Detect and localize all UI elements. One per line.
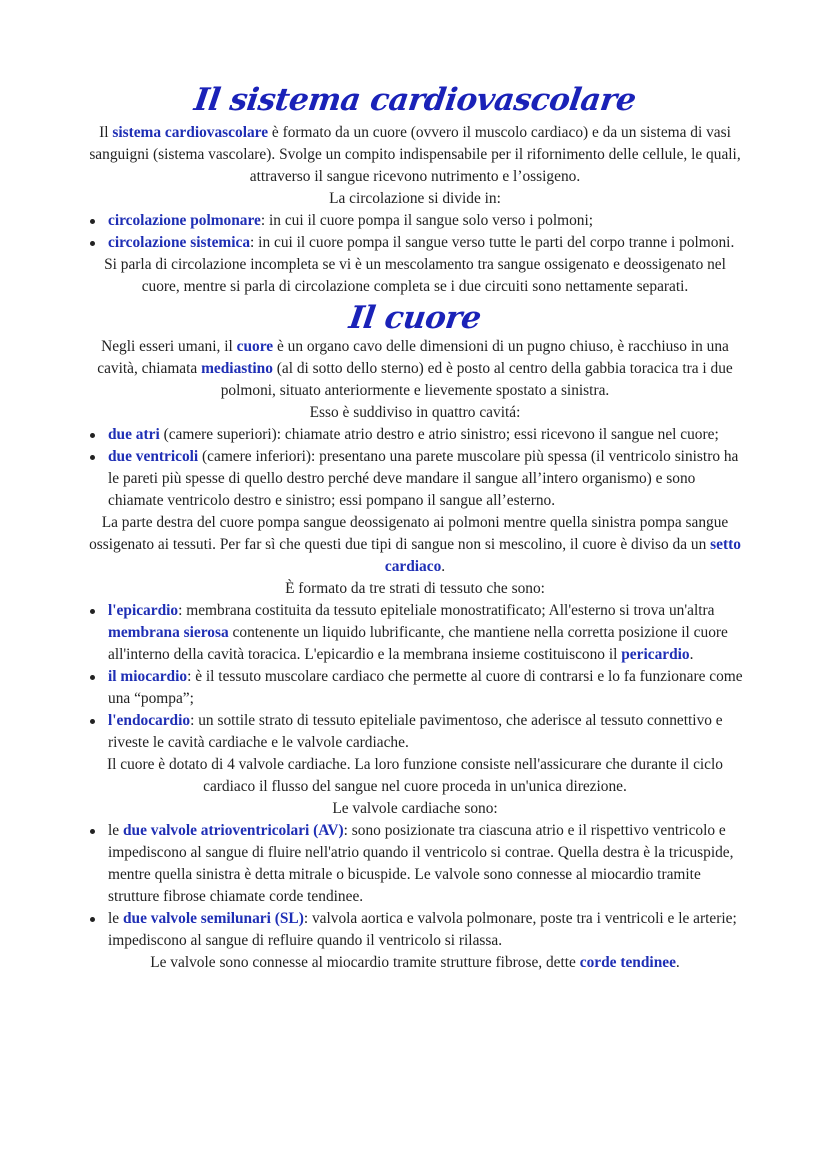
section-title: Il cuore — [346, 300, 484, 336]
text-run: Il — [99, 124, 113, 141]
key-term: circolazione sistemica — [108, 234, 251, 251]
text-run: Le valvole cardiache sono: — [332, 800, 498, 817]
list-item — [108, 710, 746, 754]
text-run: Il cuore è dotato di 4 valvole cardiache. La loro funzione consiste nell'assicurare che durante il ciclo cardiaco il flusso del sangue nel cuore proceda in un'unica direzione. — [106, 756, 723, 795]
text-run: Esso è suddiviso in quattro cavitá: — [309, 404, 521, 421]
bullet-list — [84, 600, 746, 754]
paragraph — [84, 402, 746, 424]
paragraph — [84, 512, 746, 578]
text-run: contenente un liquido lubrificante, che mantiene nella corretta posizione il cuore all'interno della cavità toracica. L'epicardio e la membrana insieme costituiscono il — [108, 624, 728, 663]
key-term: due atri — [108, 426, 160, 443]
text-run: La circolazione si divide in: — [329, 190, 501, 207]
list-item — [108, 232, 746, 254]
text-run: Negli esseri umani, il — [101, 338, 237, 355]
list-item — [108, 446, 746, 512]
paragraph — [84, 122, 746, 188]
key-term: mediastino — [201, 360, 273, 377]
paragraph — [84, 578, 746, 600]
list-item — [108, 210, 746, 232]
key-term: pericardio — [621, 646, 690, 663]
text-run: . — [675, 954, 680, 971]
text-run: : un sottile strato di tessuto epiteliale pavimentoso, che aderisce al tessuto connettivo e riveste le cavità cardiache e le valvole cardiache. — [108, 712, 723, 751]
key-term: due ventricoli — [108, 448, 199, 465]
text-run: La parte destra del cuore pompa sangue deossigenato ai polmoni mentre quella sinistra pompa sangue ossigenato ai tessuti. Per far sì che questi due tipi di sangue non si mescolino, il cuore è diviso da un — [89, 514, 729, 553]
text-run: . — [689, 646, 694, 663]
text-run: (al di sotto dello sterno) ed è posto al centro della gabbia toracica tra i due polmoni, situato anteriormente e lievemente spostato a sinistra. — [220, 360, 733, 399]
key-term: due valvole atrioventricolari (AV) — [122, 822, 344, 839]
key-term: l'endocardio — [108, 712, 191, 729]
text-run: : membrana costituita da tessuto epiteliale monostratificato; All'esterno si trova un'altra — [178, 602, 715, 619]
text-run: (camere inferiori): presentano una parete muscolare più spessa (il ventricolo sinistro ha le pareti più spesse di quello destro perché deve mandare il sangue all’intero organismo) e sono chiamate ventricolo destro e sinistro; essi pompano il sangue all’esterno. — [108, 448, 739, 509]
list-item — [108, 424, 746, 446]
text-run: Si parla di circolazione incompleta se vi è un mescolamento tra sangue ossigenato e deossigenato nel cuore, mentre si parla di circolazione completa se i due circuiti sono nettamente separati. — [104, 256, 726, 295]
bullet-list — [84, 210, 746, 254]
paragraph — [84, 188, 746, 210]
bullet-list — [84, 424, 746, 512]
paragraph — [84, 798, 746, 820]
text-run: : è il tessuto muscolare cardiaco che permette al cuore di contrarsi e lo fa funzionare come una “pompa”; — [108, 668, 743, 707]
text-run: : sono posizionate tra ciascuna atrio e il rispettivo ventricolo e impediscono al sangue di fluire nell'atrio quando il ventricolo si contrae. Quella destra è la tricuspide, mentre quella sinistra è detta mitrale o bicuspide. Le valvole sono connesse al miocardio tramite strutture fibrose chiamate corde tendinee. — [108, 822, 734, 905]
bullet-list — [84, 820, 746, 952]
text-run: le — [108, 822, 123, 839]
paragraph — [84, 336, 746, 402]
text-run: : valvola aortica e valvola polmonare, poste tra i ventricoli e le arterie; impediscono al sangue di refluire quando il ventricolo si rilassa. — [108, 910, 737, 949]
key-term: sistema cardiovascolare — [112, 124, 269, 141]
text-run: è un organo cavo delle dimensioni di un pugno chiuso, è racchiuso in una cavità, chiamata — [97, 338, 729, 377]
key-term: circolazione polmonare — [108, 212, 261, 229]
text-run: . — [441, 558, 446, 575]
text-run: le — [108, 910, 123, 927]
list-item — [108, 908, 746, 952]
document-page — [84, 78, 746, 974]
list-item — [108, 600, 746, 666]
paragraph — [84, 754, 746, 798]
list-item — [108, 666, 746, 710]
text-run: È formato da tre strati di tessuto che sono: — [285, 580, 545, 597]
paragraph — [84, 254, 746, 298]
text-run: (camere superiori): chiamate atrio destro e atrio sinistro; essi ricevono il sangue nel cuore; — [159, 426, 719, 443]
paragraph — [84, 952, 746, 974]
key-term: cuore — [236, 338, 274, 355]
key-term: l'epicardio — [108, 602, 179, 619]
key-term: membrana sierosa — [108, 624, 229, 641]
key-term: il miocardio — [108, 668, 188, 685]
text-run: è formato da un cuore (ovvero il muscolo cardiaco) e da un sistema di vasi sanguigni (sistema vascolare). Svolge un compito indispensabile per il rifornimento delle cellule, le quali, attraverso il sangue ricevono nutrimento e l’ossigeno. — [89, 124, 741, 185]
key-term: setto cardiaco — [384, 536, 741, 575]
key-term: corde tendinee — [579, 954, 676, 971]
section-title: Il sistema cardiovascolare — [192, 82, 638, 118]
key-term: due valvole semilunari (SL) — [122, 910, 304, 927]
text-run: : in cui il cuore pompa il sangue verso tutte le parti del corpo tranne i polmoni. — [250, 234, 735, 251]
text-run: : in cui il cuore pompa il sangue solo verso i polmoni; — [260, 212, 594, 229]
list-item — [108, 820, 746, 908]
text-run: Le valvole sono connesse al miocardio tramite strutture fibrose, dette — [150, 954, 580, 971]
